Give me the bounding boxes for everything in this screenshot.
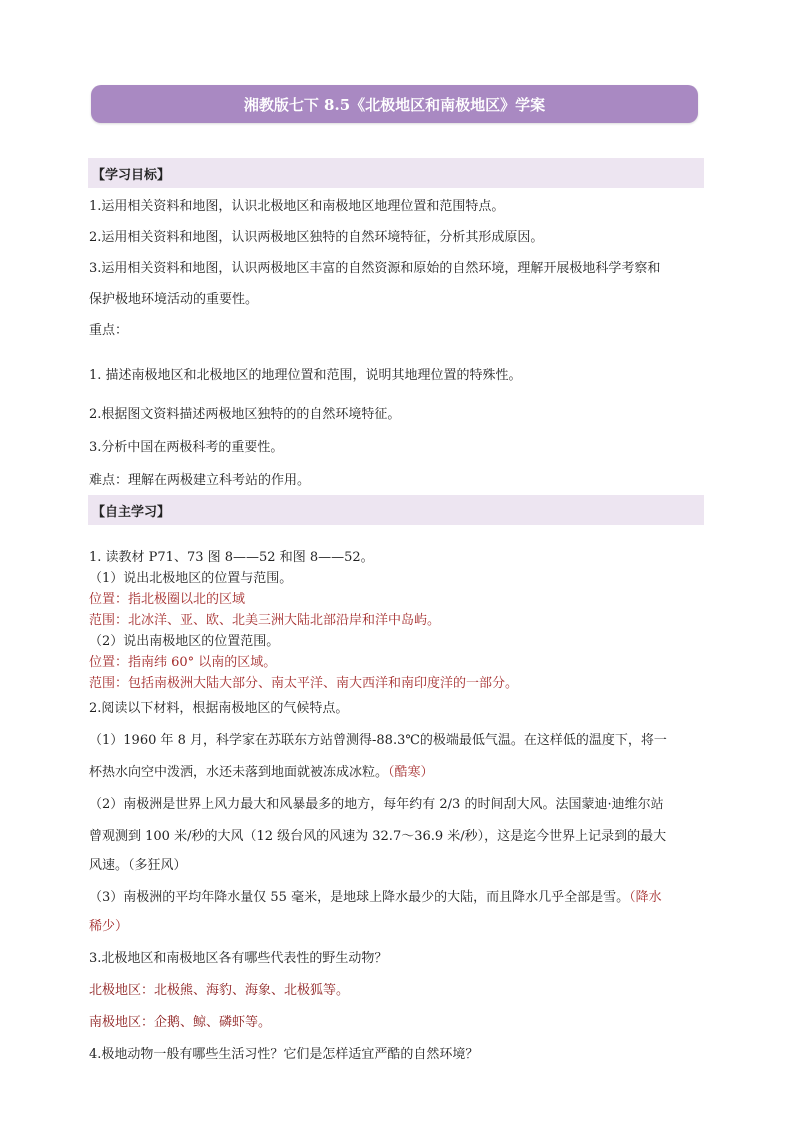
question-1: 1. 读教材 P71、73 图 8——52 和图 8——52。 xyxy=(89,550,374,565)
objective-1: 1.运用相关资料和地图，认识北极地区和南极地区地理位置和范围特点。 xyxy=(89,199,505,214)
answer-north-position: 位置：指北极圈以北的区域 xyxy=(89,592,246,607)
material-1-line1: （1）1960 年 8 月，科学家在苏联东方站曾测得-88.3℃的极端最低气温。在这样低的温度下，将一 xyxy=(89,733,667,748)
key-label: 重点： xyxy=(89,323,129,338)
objective-3-line2: 保护极地环境活动的重要性。 xyxy=(89,292,259,307)
document-title-banner xyxy=(91,85,698,123)
material-3-answer-part1: （降水 xyxy=(629,890,662,905)
answer-south-position: 位置：指南纬 60° 以南的区域。 xyxy=(89,655,277,670)
material-3-line1: （3）南极洲的平均年降水量仅 55 毫米，是地球上降水最少的大陆，而且降水几乎全部是雪。（降水 xyxy=(89,890,662,905)
answer-antarctic-animals: 南极地区：企鹅、鲸、磷虾等。 xyxy=(89,1015,272,1030)
difficulty-point: 难点：理解在两极建立科考站的作用。 xyxy=(89,473,311,488)
material-1-line2: 杯热水向空中泼洒，水还未落到地面就被冻成冰粒。（酷寒） xyxy=(89,765,434,780)
question-3: 3.北极地区和南极地区各有哪些代表性的野生动物？ xyxy=(89,951,388,966)
question-1-2: （2）说出南极地区的位置范围。 xyxy=(89,634,280,649)
material-2-line3: 风速。（多狂风） xyxy=(89,858,187,873)
answer-south-range: 范围：包括南极洲大陆大部分、南太平洋、南大西洋和南印度洋的一部分。 xyxy=(89,676,519,691)
material-2-line2: 曾观测到 100 米/秒的大风（12 级台风的风速为 32.7～36.9 米/秒），这是迄今世界上记录到的最大 xyxy=(89,829,667,844)
key-point-3: 3.分析中国在两极科考的重要性。 xyxy=(89,440,284,455)
question-1-1: （1）说出北极地区的位置与范围。 xyxy=(89,571,293,586)
material-2-line1: （2）南极洲是世界上风力最大和风暴最多的地方，每年约有 2/3 的时间刮大风。法国蒙迪·迪维尔站 xyxy=(89,797,664,812)
document-title: 湘教版七下 8.5《北极地区和南极地区》学案 xyxy=(243,95,546,114)
answer-north-range: 范围：北冰洋、亚、欧、北美三洲大陆北部沿岸和洋中岛屿。 xyxy=(89,613,441,628)
material-3-answer-part2: 稀少） xyxy=(89,919,129,934)
section-header-objectives: 【学习目标】 xyxy=(88,158,704,188)
objective-2: 2.运用相关资料和地图，认识两极地区独特的自然环境特征，分析其形成原因。 xyxy=(89,230,544,245)
key-point-1: 1. 描述南极地区和北极地区的地理位置和范围，说明其地理位置的特殊性。 xyxy=(89,368,522,383)
key-point-2: 2.根据图文资料描述两极地区独特的的自然环境特征。 xyxy=(89,407,401,422)
objective-3-line1: 3.运用相关资料和地图，认识两极地区丰富的自然资源和原始的自然环境，理解开展极地科学考察和 xyxy=(89,261,661,276)
answer-arctic-animals: 北极地区：北极熊、海豹、海象、北极狐等。 xyxy=(89,983,350,998)
question-4: 4.极地动物一般有哪些生活习性？它们是怎样适宜严酷的自然环境？ xyxy=(89,1047,479,1062)
section-header-self-study: 【自主学习】 xyxy=(88,495,704,525)
question-2: 2.阅读以下材料，根据南极地区的气候特点。 xyxy=(89,701,349,716)
material-1-answer: （酷寒） xyxy=(388,765,434,780)
